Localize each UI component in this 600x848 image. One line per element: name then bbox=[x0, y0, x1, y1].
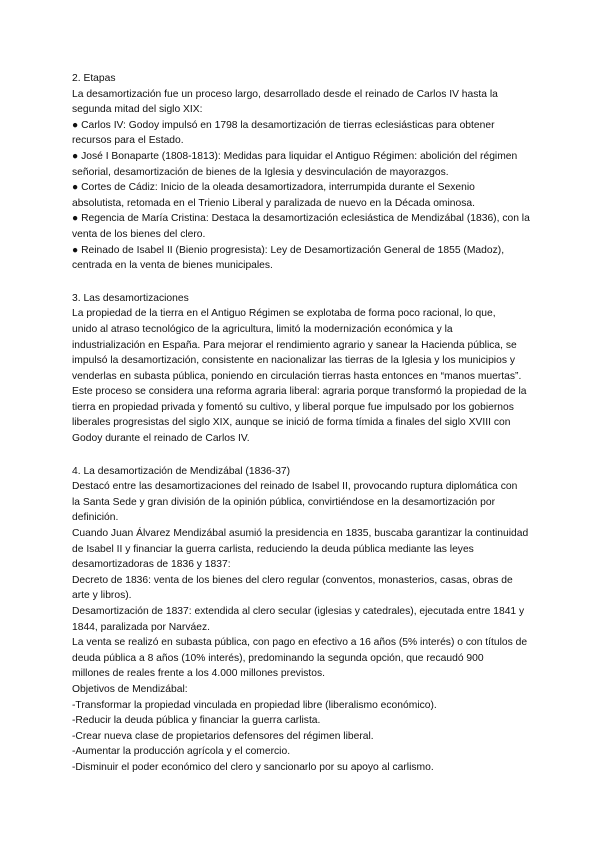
text-line: venta de los bienes del clero. bbox=[72, 228, 206, 240]
section-etapas bbox=[72, 71, 532, 274]
text-line: Este proceso se considera una reforma agraria liberal: agraria porque transformó la propiedad de la bbox=[72, 386, 527, 398]
list-item: -Disminuir el poder económico del clero y sancionarlo por su apoyo al carlismo. bbox=[72, 761, 434, 773]
text-line: segunda mitad del siglo XIX: bbox=[72, 104, 203, 116]
text-line: Decreto de 1836: venta de los bienes del clero regular (conventos, monasterios, casas, obras de bbox=[72, 574, 513, 586]
text-line: de Isabel II y financiar la guerra carlista, reduciendo la deuda pública mediante las leyes bbox=[72, 543, 474, 555]
text-line: 1844, paralizada por Narváez. bbox=[72, 621, 210, 633]
text-line: millones de reales frente a los 4.000 millones previstos. bbox=[72, 668, 325, 680]
text-line: Godoy durante el reinado de Carlos IV. bbox=[72, 433, 250, 445]
section-heading: 3. Las desamortizaciones bbox=[72, 292, 189, 304]
text-line: tierra en propiedad privada y fomentó su cultivo, y liberal porque fue impulsado por los gobiernos bbox=[72, 401, 514, 413]
text-line: liberales progresistas del siglo XIX, aunque se inició de forma tímida a finales del siglo XVIII con bbox=[72, 417, 511, 429]
section-mendizabal bbox=[72, 464, 532, 776]
text-line: Desamortización de 1837: extendida al clero secular (iglesias y catedrales), ejecutada entre 1841 y bbox=[72, 606, 525, 617]
section-heading: 2. Etapas bbox=[72, 73, 116, 84]
section-heading: 4. La desamortización de Mendizábal (1836-37) bbox=[72, 465, 291, 477]
bullet-line: ● Regencia de María Cristina: Destaca la desamortización eclesiástica de Mendizábal (1836), con la bbox=[72, 213, 530, 225]
bullet-line: ● Carlos IV: Godoy impulsó en 1798 la desamortización de tierras eclesiásticas para obtener bbox=[72, 119, 495, 131]
text-line: unido al atraso tecnológico de la agricultura, limitó la modernización económica y la bbox=[72, 323, 453, 335]
text-line: arte y libros). bbox=[72, 590, 132, 602]
text-line: La desamortización fue un proceso largo, desarrollado desde el reinado de Carlos IV hasta la bbox=[72, 88, 498, 100]
list-item: -Transformar la propiedad vinculada en propiedad libre (liberalismo económico). bbox=[72, 699, 437, 711]
text-line: deuda pública a 8 años (10% interés), predominando la segunda opción, que recaudó 900 bbox=[72, 652, 484, 664]
text-line: recursos para el Estado. bbox=[72, 135, 184, 147]
text-line: venderlas en subasta pública, poniendo en circulación tierras hasta entonces en “manos muertas”. bbox=[72, 370, 522, 382]
text-line: señorial, desamortización de bienes de la Iglesia y desvinculación de mayorazgos. bbox=[72, 166, 449, 178]
text-line: La venta se realizó en subasta pública, con pago en efectivo a 16 años (5% interés) o con títulos de bbox=[72, 637, 528, 649]
list-item: -Reducir la deuda pública y financiar la guerra carlista. bbox=[72, 715, 321, 727]
bullet-line: ● Cortes de Cádiz: Inicio de la oleada desamortizadora, interrumpida durante el Sexenio bbox=[72, 182, 475, 194]
text-line: la Santa Sede y gran división de la opinión pública, convirtiéndose en la desamortización por bbox=[72, 496, 496, 508]
text-line: La propiedad de la tierra en el Antiguo Régimen se explotaba de forma poco racional, lo que, bbox=[72, 308, 496, 320]
text-line: desamortizadoras de 1836 y 1837: bbox=[72, 559, 231, 571]
text-line: impulsó la desamortización, consistente en nacionalizar las tierras de la Iglesia y los municipios y bbox=[72, 355, 515, 367]
list-item: -Aumentar la producción agrícola y el comercio. bbox=[72, 746, 291, 758]
list-item: -Crear nueva clase de propietarios defensores del régimen liberal. bbox=[72, 730, 374, 742]
text-line: industrialización en España. Para mejorar el rendimiento agrario y sanear la Hacienda pública, se bbox=[72, 339, 517, 351]
text-line: definición. bbox=[72, 512, 119, 524]
text-line: centrada en la venta de bienes municipales. bbox=[72, 260, 273, 272]
bullet-line: ● Reinado de Isabel II (Bienio progresista): Ley de Desamortización General de 1855 (Madoz), bbox=[72, 244, 505, 256]
text-line: Destacó entre las desamortizaciones del reinado de Isabel II, provocando ruptura diplomática con bbox=[72, 481, 518, 493]
bullet-line: ● José I Bonaparte (1808-1813): Medidas para liquidar el Antiguo Régimen: abolición del régimen bbox=[72, 150, 518, 162]
text-line: Objetivos de Mendizábal: bbox=[72, 683, 188, 695]
text-line: Cuando Juan Álvarez Mendizábal asumió la presidencia en 1835, buscaba garantizar la continuidad bbox=[72, 528, 529, 540]
section-desamortizaciones bbox=[72, 291, 532, 447]
text-line: absolutista, retomada en el Trienio Liberal y paralizada de nuevo en la Década ominosa. bbox=[72, 197, 475, 209]
